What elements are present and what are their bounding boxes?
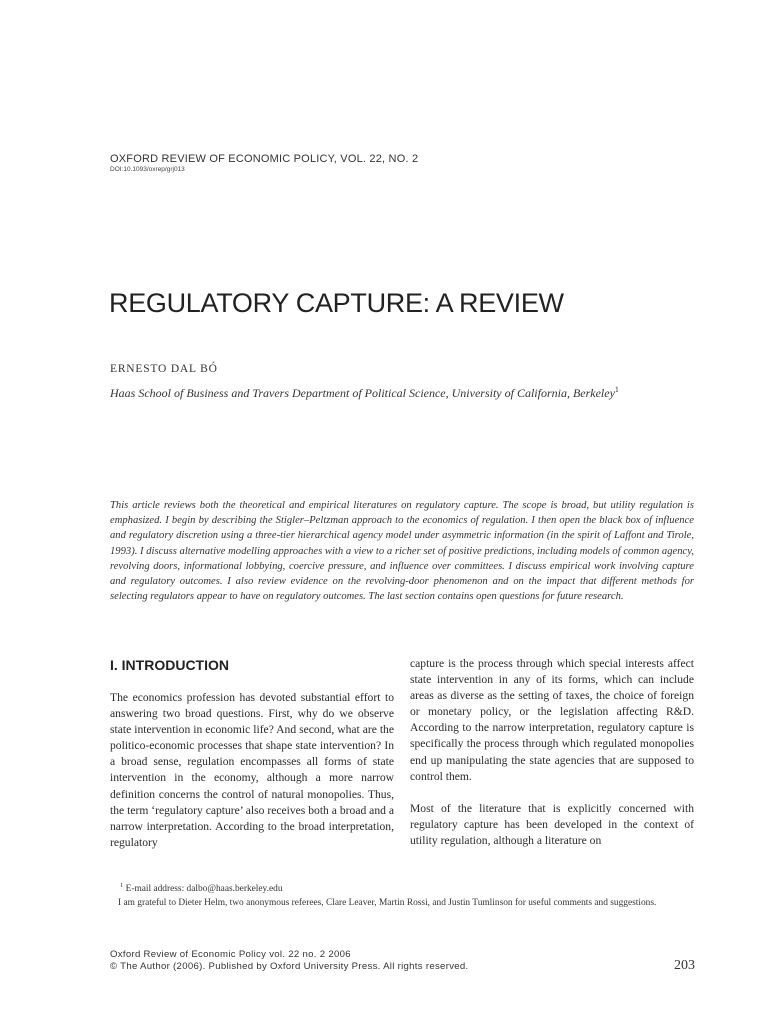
page-footer [110,949,469,973]
body-paragraph: The economics profession has devoted substantial effort to answering two broad questions. First, why do we observe state intervention in economic life? And second, what are the politico-economic processes that shape state intervention? In a broad sense, regulation encompasses all forms of state intervention in the economy, although a more narrow definition concerns the control of natural monopolies. Thus, the term ‘regulatory capture’ also receives both a broad and a narrow interpretation. According to the broad interpretation, regulatory [110,691,394,849]
footnote-acknowledgement: I am grateful to Dieter Helm, two anonymous referees, Clare Leaver, Martin Rossi, and Justin Tumlinson for useful comments and suggestions. [118,898,657,909]
body-paragraph: Most of the literature that is explicitly concerned with regulatory capture has been developed in the context of utility regulation, although a literature on [410,801,694,847]
journal-header: OXFORD REVIEW OF ECONOMIC POLICY, VOL. 22, NO. 2 [110,153,419,165]
footer-copyright: © The Author (2006). Published by Oxford University Press. All rights reserved. [110,961,469,972]
article-title: REGULATORY CAPTURE: A REVIEW [109,288,564,318]
footnote-email [110,879,694,896]
doi-line: DOI:10.1093/oxrep/grj013 [110,166,185,173]
footnote-email-text: E-mail address: dalbo@haas.berkeley.edu [125,884,283,895]
body-column-left [110,656,394,867]
abstract: This article reviews both the theoretical and empirical literatures on regulatory capture. The scope is broad, but utility regulation is emphasized. I begin by describing the Stigler–Peltzman approach to the economics of regulation. I then open the black box of influence and regulatory discretion using a three-tier hierarchical agency model under asymmetric information (in the spirit of Laffont and Tirole, 1993). I discuss alternative modelling approaches with a view to a richer set of positive predictions, including models of common agency, revolving doors, informational lobbying, coercive pressure, and influence over committees. I discuss empirical work involving capture and regulatory outcomes. I also review evidence on the revolving-door phenomenon and on the impact that different methods for selecting regulators appear to have on regulatory outcomes. The last section contains open questions for future research. [110,500,694,603]
footnote-mark: 1 [120,882,124,889]
author-name: ERNESTO DAL BÓ [110,363,218,375]
affiliation-text: Haas School of Business and Travers Department of Political Science, University of California, Berkeley [110,386,615,400]
body-paragraph: capture is the process through which special interests affect state intervention in any of its forms, which can include areas as diverse as the setting of taxes, the choice of foreign or monetary policy, or the legislation affecting R&D. According to the narrow interpretation, regulatory capture is specifically the process through which regulated monopolies end up manipulating the state agencies that are supposed to control them. [410,657,694,783]
section-heading-introduction: I. INTRODUCTION [110,657,229,673]
footer-citation: Oxford Review of Economic Policy vol. 22 no. 2 2006 [110,949,351,960]
author-affiliation [110,381,694,402]
body-column-right [410,656,694,865]
footnotes [110,879,694,910]
affiliation-footnote-mark: 1 [614,385,619,394]
page-number: 203 [674,958,695,973]
